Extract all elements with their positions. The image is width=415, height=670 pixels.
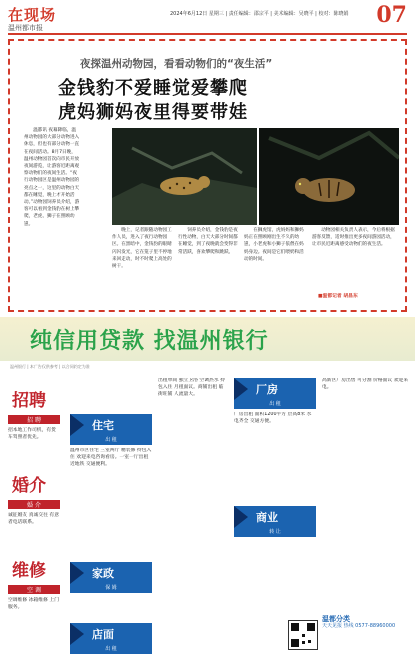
section-title-domestic: 家政 — [92, 567, 114, 580]
factory-listings: 厂房出租 面积1200平方 层高8米 水电齐全 交通方便。 — [234, 412, 312, 424]
tiger-photo — [259, 128, 399, 225]
article-column-3: 在狮虎馆，虎妈妈和狮妈妈正在照顾刚出生不久的幼崽，小老虎和小狮子依偎在妈妈身边。夜间是它们喂奶和活动的时间。 — [244, 228, 304, 262]
section-title-shop: 店面 — [92, 628, 114, 641]
tiger-photo-art — [259, 128, 399, 225]
qr-code-icon[interactable] — [288, 620, 318, 650]
section-title-factory: 厂房 — [256, 383, 278, 396]
qr-code-art — [289, 621, 317, 649]
article-kicker: 夜探温州动物园，看看动物们的“夜生活” — [80, 58, 273, 70]
section-triangle-icon — [70, 414, 84, 436]
category-text-repair: 空调维修 冰箱维修 上门服务。 — [8, 598, 60, 610]
section-subbar-shop: 出 租 — [70, 645, 152, 654]
classifieds-footer — [322, 616, 395, 630]
section-triangle-icon — [70, 562, 84, 584]
category-bar-matchmaking: 婚 介 — [8, 500, 60, 509]
article-column-1: 晚上，记者跟随动物园工作人员，进入了夜行动物园区。在黑暗中，金钱豹的眼睛闪闪发光，它在笼子里不停地来回走动，时不时爬上高处的树干。 — [112, 228, 172, 270]
headline-line-2: 虎妈狮妈夜里得要带娃 — [58, 102, 248, 123]
section-subbar-housing: 出 租 — [70, 436, 152, 445]
category-column — [4, 378, 64, 666]
article-column-4: 动物园相关负责人表示，今后将根据游客反馈，适时推出更多夜间游园活动，让市民近距离感受动物们的夜生活。 — [312, 228, 395, 248]
section-subbar-factory: 出 租 — [234, 400, 316, 409]
issue-info: 2024年6月12日 星期三 | 责任编辑：邵宗平 | 美术编辑：吴晓平 | 校对：陈晓娟 — [170, 11, 349, 17]
category-label-recruit: 招聘 — [12, 391, 46, 411]
section-title: 在现场 — [8, 6, 57, 24]
section-subbar-domestic: 保 姆 — [70, 584, 152, 593]
section-triangle-icon — [234, 378, 248, 400]
section-subbar-commerce: 转 让 — [234, 528, 316, 537]
category-text-matchmaking: 诚征婚友 真诚交往 有意者电话联系。 — [8, 513, 60, 525]
section-header-housing — [70, 414, 152, 436]
leopard-photo-art — [112, 128, 257, 225]
section-triangle-icon — [234, 506, 248, 528]
category-bar-repair: 空 调 — [8, 585, 60, 594]
category-bar-recruit: 招 聘 — [8, 415, 60, 424]
section-header-commerce — [234, 506, 316, 528]
leopard-photo — [112, 128, 257, 225]
section-title-commerce: 商业 — [256, 511, 278, 524]
classified-column-c: 出租单间 独立卫浴 空调热水 拎包入住 月租面议。商铺出租 临街旺铺 人流量大。 — [158, 378, 225, 397]
headline-line-1: 金钱豹不爱睡觉爱攀爬 — [58, 78, 248, 99]
article-column-2: 饲养员介绍，金钱豹是夜行性动物，白天大部分时间都在睡觉，到了夜晚就会变得非常活跃，喜欢攀爬和跳跃。 — [178, 228, 238, 255]
classified-column-e: 高新区厂房出售 可分割 价格面议 欢迎来电。 — [322, 378, 409, 390]
housing-listings: 温州市区住宅 三室两厅 精装修 拎包入住 欢迎来电咨询看房。一室一厅出租 近地铁 交通便利。 — [70, 448, 152, 467]
page-number: 07 — [376, 2, 407, 28]
section-header-factory — [234, 378, 316, 400]
footer-label: 温都分类 — [322, 615, 350, 623]
category-label-matchmaking: 婚介 — [12, 476, 46, 496]
byline: ■温都记者 胡昌东 — [318, 294, 358, 299]
section-triangle-icon — [70, 623, 84, 645]
lead-paragraph: 温都讯 夜幕降临，温州动物园的大部分动物进入休息，但也有部分动物一直在夜间活动。8月7日晚，温州动物园首次向市民开放夜间游览，让游客近距离观察动物们的夜间生活。“夜行动物园区是温州动物园的亮点之一，这里的动物白天都在睡觉，晚上才开始活动。”动物园饲养员介绍，游客可以看到金钱豹在树上攀爬，老虎、狮子在照顾幼崽。 — [24, 128, 80, 227]
classified-column-d — [234, 378, 316, 537]
section-header-shop — [70, 623, 152, 645]
section-title-housing: 住宅 — [92, 419, 114, 432]
classified-column-b — [70, 414, 152, 654]
newspaper-name: 温州都市报 — [8, 24, 43, 32]
header-rule — [8, 33, 407, 35]
category-text-recruit: 招本地工作司机，有货车驾照者优先。 — [8, 428, 56, 440]
section-header-domestic — [70, 562, 152, 584]
footer-hotline: 天天见报 热线 0577-88960000 — [322, 623, 396, 629]
bank-ad-note: 温州银行 | 本广告仅供参考 | 以合同约定为准 — [10, 364, 90, 369]
category-label-repair: 维修 — [12, 561, 46, 581]
bank-ad-slogan: 纯信用贷款 找温州银行 — [30, 329, 269, 354]
